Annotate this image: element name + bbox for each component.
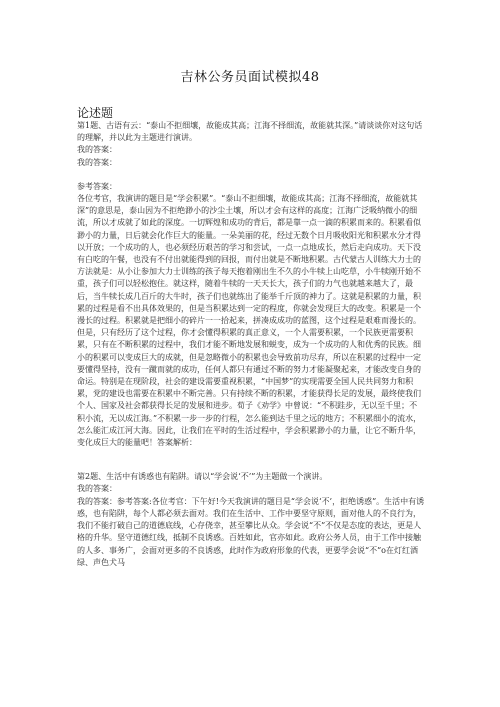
- section-heading: 论述题: [77, 106, 114, 120]
- question-1: 第1题、古语有云：“泰山不拒细壤，故能成其高；江海不择细流，故能就其深。”请谈谈你对这句话的理解，并以此为主题进行演讲。: [77, 121, 423, 143]
- reference-answer-text: 我的答案：参考答案:各位考官：下午好!今天我演讲的题目是“学会说‘不’，拒绝诱惑”。生活中有诱惑，也有陷阱，每个人都必须去面对。我们在生活中、工作中要坚守原则，面对他人的不良行为，我们不能打破自己的道德底线，心存侥幸，甚至攀比从众。学会说“不”不仅是态度的表达，更是人格的升华。坚守道德红线，抵制不良诱惑。百姓如此，官亦如此。政府公务人员，由于工作中接触的人多、事务广，会面对更多的不良诱惑，此时作为政府形象的代表，更要学会说“不”o在灯红酒绿、声色犬马: [77, 496, 425, 567]
- my-answer-label: 我的答案：: [77, 484, 117, 494]
- document-title: 吉林公务员面试模拟48: [180, 70, 320, 85]
- reference-answer-text: 各位考官，我演讲的题目是“学会积累”。“泰山不拒细壤，故能成其高；江海不择细流，故能就其深”的意思是，泰山因为不拒绝渺小的沙尘土壤，所以才会有这样的高度；江海广泛吸纳微小的细流，所以才成就了如此的深度。一切辉煌和成功的背后，都是靠一点一滴的积累而来的。积累看似渺小的力量，日后就会化作巨大的能量。一朵美丽的花，经过无数个日月吸收阳光和积累水分才得以开放；一个成功的人，也必须经历艰苦的学习和尝试，一点一点地成长，然后走向成功。天下没有白吃的午餐，也没有不付出就能得到的回报，而付出就是不断地积累。古代蒙古人训练大力士的方法就是：从小让参加大力士训练的孩子每天抱着刚出生不久的小牛犊上山吃草，小牛犊刚开始不重，孩子们可以轻松抱住。就这样，随着牛犊的一天天长大，孩子们的力气也就越来越大了，最后，当牛犊长成几百斤的大牛时，孩子们也就练出了能举千斤顶的神力了。这就是积累的力量，积累的过程是看不出具体效果的，但是当积累达到一定的程度，你就会发现巨大的改变。积累是一个漫长的过程。积累就是把细小的碎片一一拾起来，拼凑成成功的蓝图，这个过程是艰难而漫长的。但是，只有经历了这个过程，你才会懂得积累的真正意义，一个人需要积累，一个民族更需要积累，只有在不断积累的过程中，我们才能不断地发展和蜕变，成为一个成功的人和优秀的民族。细小的积累可以变成巨大的成就，但是忽略微小的积累也会导致前功尽弃，所以在积累的过程中一定要懂得坚持，没有一蹴而就的成功，任何人都只有通过不断的努力才能凝聚起来，才能改变自身的命运。特别是在现阶段，社会的建设需要重视积累，“中国梦”的实现需要全国人民共同努力和积累，党的建设也需要在积累中不断完善。只有持续不断的积累，才能获得长足的发展，最终使我们个人、国家及社会都获得长足的发展和进步。荀子《劝学》中曾说：“不积跬步，无以至千里；不积小流，无以成江海。”不积累一步一步的行程，怎么能到达千里之远的地方；不积累细小的流水，怎么能汇成江河大海。因此，让我们在平时的生活过程中，学会积累渺小的力量，让它不断升华，变化成巨大的能量吧！答案解析：: [77, 194, 422, 448]
- document-body: [77, 120, 425, 569]
- reference-answer-label: 参考答案：: [77, 181, 117, 191]
- question-2: 第2题、生活中有诱惑也有陷阱。请以“学会说‘不’”为主题做一个演讲。: [77, 472, 328, 482]
- my-answer-label: 我的答案：: [77, 157, 117, 167]
- my-answer-label: 我的答案：: [77, 145, 117, 155]
